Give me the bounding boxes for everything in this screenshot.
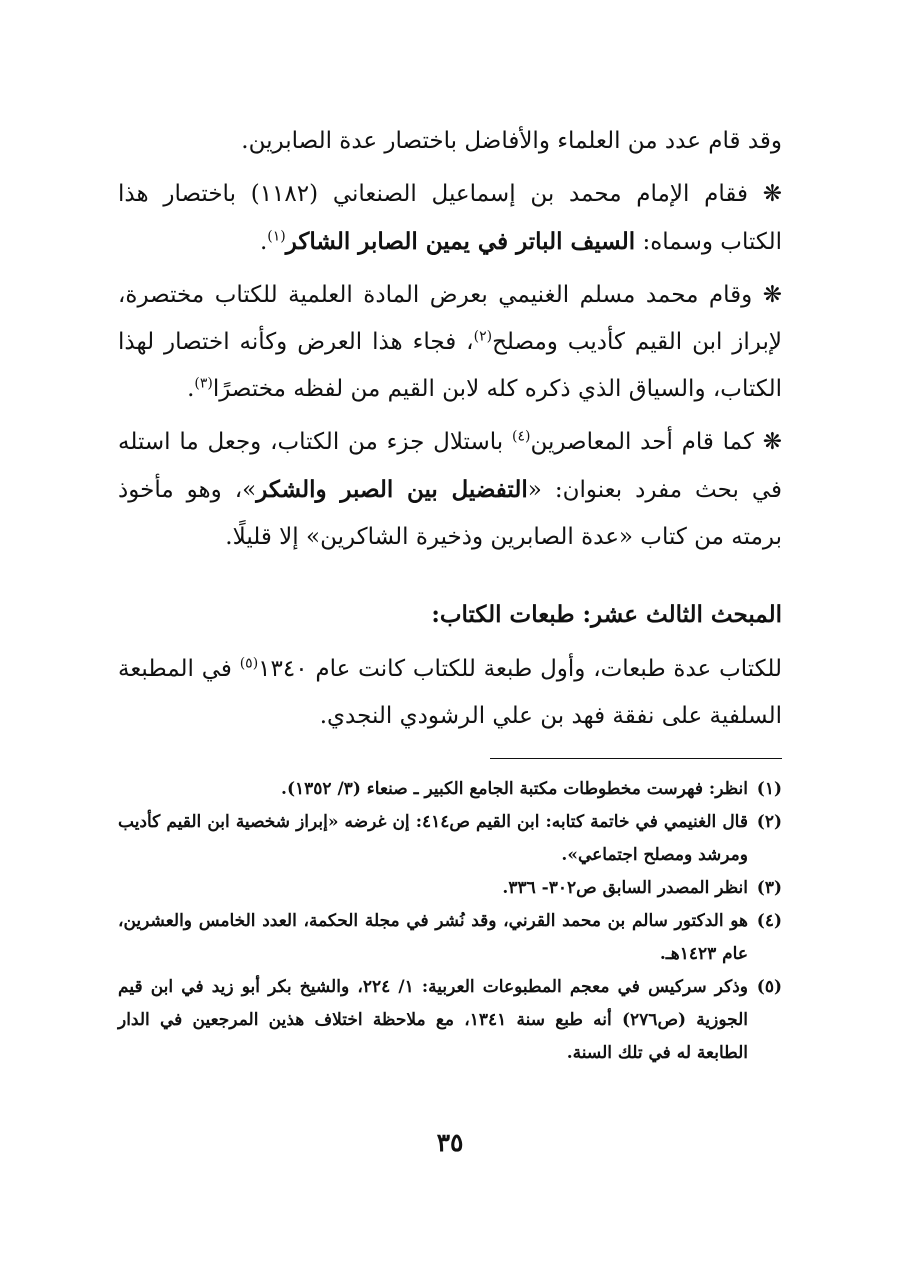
footnote-ref-3[interactable]: (٣) — [194, 375, 213, 392]
paragraph-contemporary-end: »، وهو مأخوذ برمته من كتاب «عدة الصابرين وذخيرة الشاكرين» إلا قليلًا. — [118, 477, 782, 550]
paragraph-ghunaimi — [118, 272, 782, 413]
footnote-number: (١) — [756, 779, 782, 799]
footnote-ref-1[interactable]: (١) — [267, 228, 286, 245]
footnote-item — [118, 971, 782, 1070]
book-title-saif: السيف الباتر في يمين الصابر الشاكر — [285, 228, 636, 255]
paragraph-ghunaimi-text: وقام محمد مسلم الغنيمي بعرض المادة العلمية للكتاب مختصرة، لإبراز ابن القيم كأديب ومصلح — [118, 282, 782, 355]
paragraph-editions-text: للكتاب عدة طبعات، وأول طبعة للكتاب كانت عام ١٣٤٠ — [258, 656, 783, 682]
footnote-item — [118, 872, 782, 905]
paragraph-editions-end: في المطبعة السلفية على نفقة فهد بن علي الرشودي النجدي. — [118, 656, 782, 729]
footnote-ref-4[interactable]: (٤) — [511, 428, 531, 445]
paragraph-ghunaimi-middle: ، فجاء هذا العرض وكأنه اختصار لهذا الكتاب، والسياق الذي ذكره كله لابن القيم من لفظه مختصرًا — [118, 329, 782, 402]
page-number: ٣٥ — [436, 1128, 464, 1157]
bullet-star-icon: ❋ — [762, 429, 782, 455]
footnote-text: قال الغنيمي في خاتمة كتابه: ابن القيم ص٤١٤: إن غرضه «إبراز شخصية ابن القيم كأديب ومرشد ومصلح اجتماعي». — [118, 812, 748, 865]
paragraph-contemporary — [118, 419, 782, 561]
footnote-text: انظر: فهرست مخطوطات مكتبة الجامع الكبير ـ صنعاء (٣/ ١٣٥٢). — [281, 779, 748, 799]
book-title-tafdil: التفضيل بين الصبر والشكر — [256, 476, 528, 503]
footnote-number: (٤) — [756, 911, 782, 931]
footnote-number: (٣) — [756, 878, 782, 898]
section-heading: المبحث الثالث عشر: طبعات الكتاب: — [431, 601, 782, 628]
footnotes-list — [118, 773, 782, 1070]
footnote-text: انظر المصدر السابق ص٣٠٢- ٣٣٦. — [502, 878, 748, 898]
paragraph-contemporary-text: كما قام أحد المعاصرين — [530, 429, 763, 455]
footnote-item — [118, 806, 782, 872]
paragraph-ghunaimi-end: . — [187, 376, 195, 402]
paragraph-contemporary-middle: باستلال جزء من الكتاب، وجعل ما استله في بحث مفرد بعنوان: « — [118, 429, 782, 503]
footnote-item — [118, 773, 782, 806]
footnote-number: (٢) — [756, 812, 782, 832]
footnote-item — [118, 905, 782, 971]
bullet-star-icon: ❋ — [762, 181, 782, 207]
footnote-ref-5[interactable]: (٥) — [239, 655, 259, 672]
paragraph-sanani — [118, 171, 782, 266]
footnote-number: (٥) — [756, 977, 782, 997]
footnote-text: وذكر سركيس في معجم المطبوعات العربية: ١/ ٢٢٤، والشيخ بكر أبو زيد في ابن قيم الجوزية (ص٢٧٦) أنه طبع سنة ١٣٤١، مع ملاحظة اختلاف هذين المرجعين في الدار الطابعة له في تلك السنة. — [118, 977, 748, 1063]
footnote-ref-2[interactable]: (٢) — [473, 328, 493, 345]
footnote-text: هو الدكتور سالم بن محمد القرني، وقد نُشر في مجلة الحكمة، العدد الخامس والعشرين، عام ١٤٢٣هـ. — [118, 911, 748, 964]
footnote-divider — [490, 758, 782, 759]
paragraph-intro-text: وقد قام عدد من العلماء والأفاضل باختصار عدة الصابرين. — [241, 128, 782, 154]
paragraph-sanani-text: فقام الإمام محمد بن إسماعيل الصنعاني (١١٨٢) باختصار هذا الكتاب وسماه: — [118, 181, 782, 255]
page-body — [118, 118, 782, 1070]
bullet-star-icon: ❋ — [762, 282, 782, 308]
paragraph-sanani-end: . — [259, 229, 268, 255]
paragraph-intro — [118, 118, 782, 165]
paragraph-editions — [118, 646, 782, 740]
